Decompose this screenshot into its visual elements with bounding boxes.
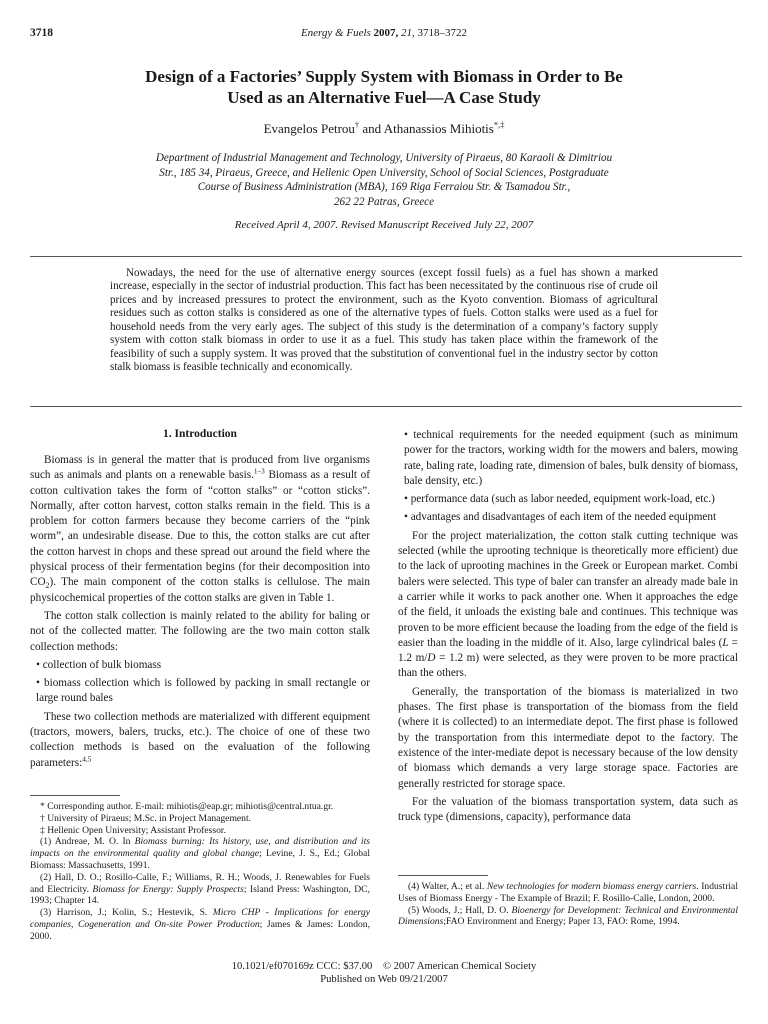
bullet-item: • performance data (such as labor needed, equipment work-load, etc.) [404,493,715,506]
paragraph-text: = 1.2 m/ [398,636,738,665]
title-line-1: Design of a Factories’ Supply System with Biomass in Order to Be [145,67,623,86]
doi-ccc: 10.1021/ef070169z CCC: $37.00 [231,961,373,972]
paragraph-text: These two collection methods are materialized with different equipment (tractors, mowers, balers, trucks, etc.). The choice of one of these two collection methods is based on the evaluation of the following parameters: [30,710,370,769]
citation-ref: 4,5 [82,754,92,763]
bullet-item: • biomass collection which is followed by packing in small rectangle or large round bales [36,677,370,705]
reference-text: ;FAO Environment and Energy; Paper 13, FAO: Rome, 1994. [443,916,680,928]
reference-5 [398,905,738,929]
abstract-bottom-rule [30,406,742,407]
reference-title: New technologies for modern biomass energy carriers [486,881,697,892]
intro-paragraph-3 [30,710,370,771]
intro-paragraph-1 [30,453,370,606]
reference-text: (2) Hall, D. O.; Rosillo-Calle, F.; Williams, R. H.; Woods, J. Renewables for Fuels and Electricity. [30,871,370,895]
reference-2 [30,872,370,907]
page-number: 3718 [30,27,53,39]
author-2-mark: *,‡ [493,119,505,130]
reference-title: Biomass burning: Its history, use, and distribution and its impacts on the environmental quality and global change [30,836,370,860]
body-paragraph-6: For the valuation of the biomass transportation system, data such as truck type (dimensions, capacity), performance data [398,795,738,824]
affiliation-line: Department of Industrial Management and Technology, University of Piraeus, 80 Karaoli & Dimitriou [155,152,613,164]
footnote-rule [398,875,488,876]
bullet-item: • collection of bulk biomass [36,658,162,671]
paper-title [70,66,698,108]
footnote-dagger: † University of Piraeus; M.Sc. in Project Management. [40,812,252,824]
bullet-item: • technical requirements for the needed equipment (such as minimum power for the tractors, working width for the mowers and balers, mowing rate, baling rate, loading rate, dimension of bales, bulk density of biomass, bale density, etc.) [404,429,738,487]
author-list [0,121,768,137]
abstract [110,267,658,375]
footnote-double-dagger: ‡ Hellenic Open University; Assistant Professor. [40,824,226,836]
reference-text: ; Island Press: Washington, DC, 1993; Chapter 14. [30,883,370,907]
reference-text: (1) Andreae, M. O. In [40,836,135,848]
received-dates: Received April 4, 2007. Revised Manuscript Received July 22, 2007 [234,219,534,231]
affiliation-line: Course of Business Administration (MBA), 169 Riga Ferraiou Str. & Tsamadou Str., [197,181,571,193]
intro-paragraph-2: The cotton stalk collection is mainly related to the ability for baling or not of the collected matter. The following are the two main cotton stalk collection methods: [30,609,370,653]
footnotes-left [30,801,370,943]
paragraph-text: ). The main component of the cotton stalks is cellulose. The main physicochemical properties of the cotton stalks are given in Table 1. [30,576,370,604]
reference-4 [398,881,738,905]
affiliation-line: Str., 185 34, Piraeus, Greece, and Hellenic Open University, School of Social Sciences, Postgraduate [159,166,609,179]
abstract-text: Nowadays, the need for the use of alternative energy sources (except fossil fuels) as a fuel has shown a marked increase, especially in the sector of industrial production. This fact has been necessitated by the continuous rise of crude oil prices and by increased pressures to protect the environment, such as the Kyoto convention. Biomass of agricultural residues such as cotton stalks is considered as one of the alternative types of fuels. Cotton stalks were used as a fuel for household needs from the very early ages. The subject of this study is the determination of a company’s factory supply system with cotton stalk biomass in order to use it as a fuel. This study has taken place within the framework of the feasibility of such a supply system. It was proved that the substitution of conventional fuel in the industry sector by cotton stalk biomass is feasible technically and economically. [110,267,658,374]
variable-D: D [427,652,436,665]
bullet-item: • advantages and disadvantages of each item of the needed equipment [404,511,717,524]
running-head [0,27,768,39]
body-paragraph-5: Generally, the transportation of the biomass is materialized in two phases. The first phase is transportation of the biomass from the field (where it is collected) to an intermediate depot. The first phase is followed by the transportation from this intermediate depot to the factory. The existence of the inter-mediate depot is necessary because of the low density of biomass which demands a very large storage space. Factories are generally restricted for storage space. [398,685,738,790]
subscript: 2 [45,581,50,591]
reference-title: Bioenergy for Development: Technical and Environmental Dimensions [398,904,738,928]
paragraph-text: Biomass is in general the matter that is produced from live organisms such as animals and plants on a renewable basis. [30,454,370,482]
body-paragraph-4 [398,529,738,682]
page-footer [0,960,768,986]
copyright: © 2007 American Chemical Society [382,961,537,972]
journal-pages: 3718–3722 [417,27,468,39]
reference-text: . Industrial Uses of Biomass Energy - The Example of Brazil; F. Rosillo-Calle, London, 2000. [398,881,738,904]
author-1: Evangelos Petrou [263,121,355,136]
section-heading-introduction: 1. Introduction [163,428,237,440]
journal-name: Energy & Fuels [300,27,371,39]
footnotes-right [398,881,738,928]
reference-title: Biomass for Energy: Supply Prospects [92,883,244,895]
abstract-top-rule [30,256,742,257]
reference-text: ; Levine, J. S., Ed.; Global Biomass: Massachusetts, 1991. [30,848,370,871]
footnote-rule [30,795,120,796]
reference-text: (3) Harrison, J.; Kolin, S.; Hestevik, S. [40,907,213,919]
author-conjunction: and [359,121,384,136]
title-line-2: Used as an Alternative Fuel—A Case Study [227,88,541,107]
journal-year: 2007, [373,27,399,39]
paragraph-text: Biomass as a result of cotton cultivation takes the form of “cotton stalks” or “cotton sticks”. Normally, after cotton harvest, cotton stalks remain in the field. This is a problem for cotton farmers because they become carriers of the “pink worm”, an undesirable disease. Due to this, the cotton stalks are cut after the cotton harvest in chops and these spread out around the field where the physical process of their fermentation begins (for their decomposition into CO [30,469,371,589]
journal-volume: 21, [401,27,415,39]
author-1-mark: † [354,119,360,130]
reference-text: (4) Walter, A.; et al. [408,881,487,892]
reference-text: (5) Woods, J.; Hall, D. O. [408,904,512,916]
reference-3 [30,907,370,942]
affiliation-line: 262 22 Patras, Greece [333,195,435,208]
right-column [398,428,738,828]
reference-text: ; James & James: London, 2000. [30,918,370,942]
paragraph-text: = 1.2 m) were selected, as they were proven to be more practical than the others. [398,652,738,680]
citation-ref: 1–3 [253,467,265,476]
published-date: Published on Web 09/21/2007 [320,974,448,985]
left-column [30,453,370,774]
paragraph-text: For the project materialization, the cotton stalk cutting technique was selected (while the uprooting technique is theoretically more efficient) due to the lack of uprooting machines in the Greek or European market. Combi balers were selected. This type of baler can transfer an already made bale in a carrier while it works to pack another one. When it approaches the edge of the field, it unloads the existing bale and continues. This technique was proven to be more efficient because the loading from the edge of the field is easier than the loading in the middle of it. Also, large cylindrical bales ( [398,529,738,649]
author-2: Athanassios Mihiotis [383,121,494,136]
reference-1 [30,836,370,871]
footnote-corresponding-author: * Corresponding author. E-mail: mihiotis@eap.gr; mihiotis@central.ntua.gr. [40,801,334,812]
affiliation [60,151,708,209]
variable-L: L [722,636,729,649]
reference-title: Micro CHP - Implications for energy companies, Cogeneration and On-site Power Production [30,907,370,930]
